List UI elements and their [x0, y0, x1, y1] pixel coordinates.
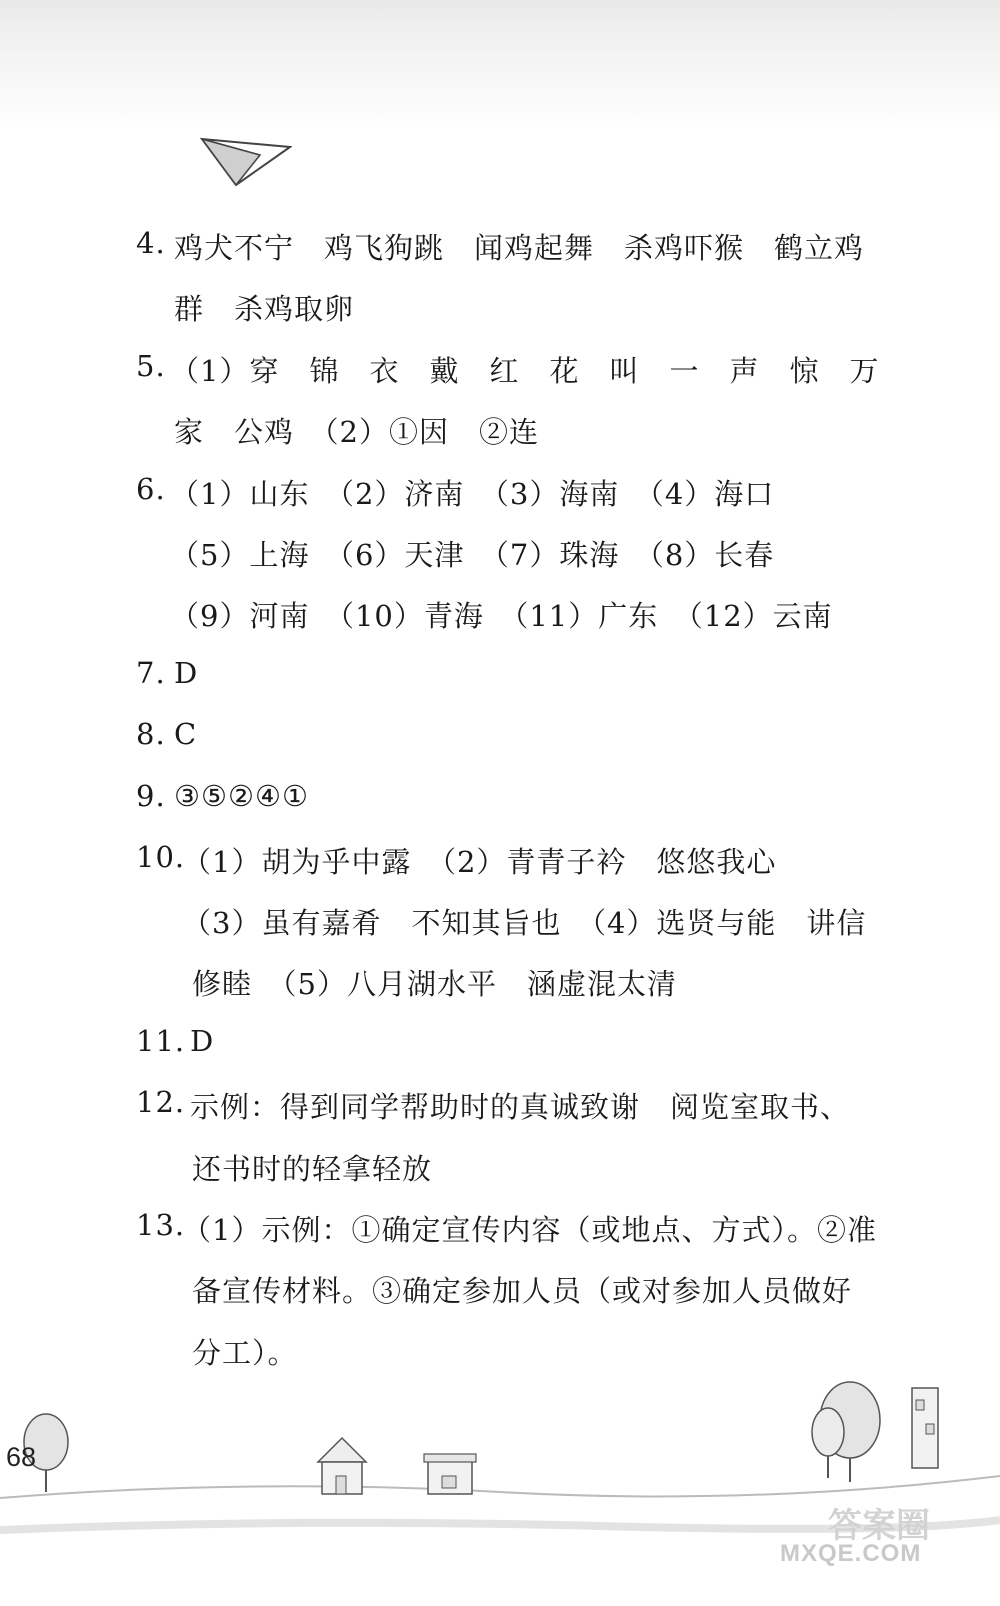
answer-6-line-1: （1）山东 （2）济南 （3）海南 （4）海口 — [170, 477, 775, 511]
answer-4-line-2: 群 杀鸡取卵 — [174, 292, 355, 326]
answer-8-line-1: C — [174, 717, 198, 751]
answer-8-number: 8. — [136, 717, 166, 751]
answer-11-line-1: D — [190, 1024, 215, 1058]
shed-icon — [424, 1454, 476, 1494]
answer-6-line-2: （5）上海 （6）天津 （7）珠海 （8）长春 — [170, 538, 775, 572]
answer-10-line-2: （3）虽有嘉肴 不知其旨也 （4）选贤与能 讲信 — [182, 906, 867, 940]
tower-icon — [912, 1388, 938, 1468]
answer-4-line-1: 鸡犬不宁 鸡飞狗跳 闻鸡起舞 杀鸡吓猴 鹤立鸡 — [174, 231, 865, 265]
house-icon — [318, 1438, 366, 1494]
answer-9-line-1: ③⑤②④① — [174, 779, 309, 813]
answer-9-number: 9. — [136, 779, 166, 813]
footer-landscape-illustration — [0, 1380, 1000, 1606]
answer-5-line-1: （1）穿 锦 衣 戴 红 花 叫 一 声 惊 万 — [170, 354, 880, 388]
answer-10-number: 10. — [136, 840, 186, 874]
header-decoration — [0, 0, 1000, 130]
answer-13-line-2: 备宣传材料。③确定参加人员（或对参加人员做好 — [192, 1274, 853, 1308]
answer-6-line-3: （9）河南 （10）青海 （11）广东 （12）云南 — [170, 599, 833, 633]
answer-12-line-2: 还书时的轻拿轻放 — [192, 1152, 433, 1186]
answer-13-number: 13. — [136, 1208, 186, 1242]
answer-6-number: 6. — [136, 472, 166, 506]
answer-7-number: 7. — [136, 656, 166, 690]
page-number: 68 — [6, 1442, 37, 1472]
watermark-logo-text: 答案圈 — [828, 1506, 930, 1546]
answer-5-number: 5. — [136, 349, 166, 383]
answer-13-line-3: 分工）。 — [192, 1336, 298, 1370]
answer-5-line-2: 家 公鸡 （2）①因 ②连 — [174, 415, 539, 449]
paper-plane-icon — [200, 133, 292, 189]
answer-12-line-1: 示例：得到同学帮助时的真诚致谢 阅览室取书、 — [190, 1090, 851, 1124]
answer-10-line-3: 修睦 （5）八月湖水平 涵虚混太清 — [192, 967, 677, 1001]
answer-7-line-1: D — [174, 656, 199, 690]
answer-13-line-1: （1）示例：①确定宣传内容（或地点、方式）。②准 — [182, 1213, 877, 1247]
answer-11-number: 11. — [136, 1024, 186, 1058]
answer-4-number: 4. — [136, 226, 166, 260]
answer-10-line-1: （1）胡为乎中露 （2）青青子衿 悠悠我心 — [182, 845, 777, 879]
watermark-url: MXQE.COM — [780, 1540, 922, 1567]
tree-right-icon — [812, 1382, 880, 1482]
answer-12-number: 12. — [136, 1085, 186, 1119]
